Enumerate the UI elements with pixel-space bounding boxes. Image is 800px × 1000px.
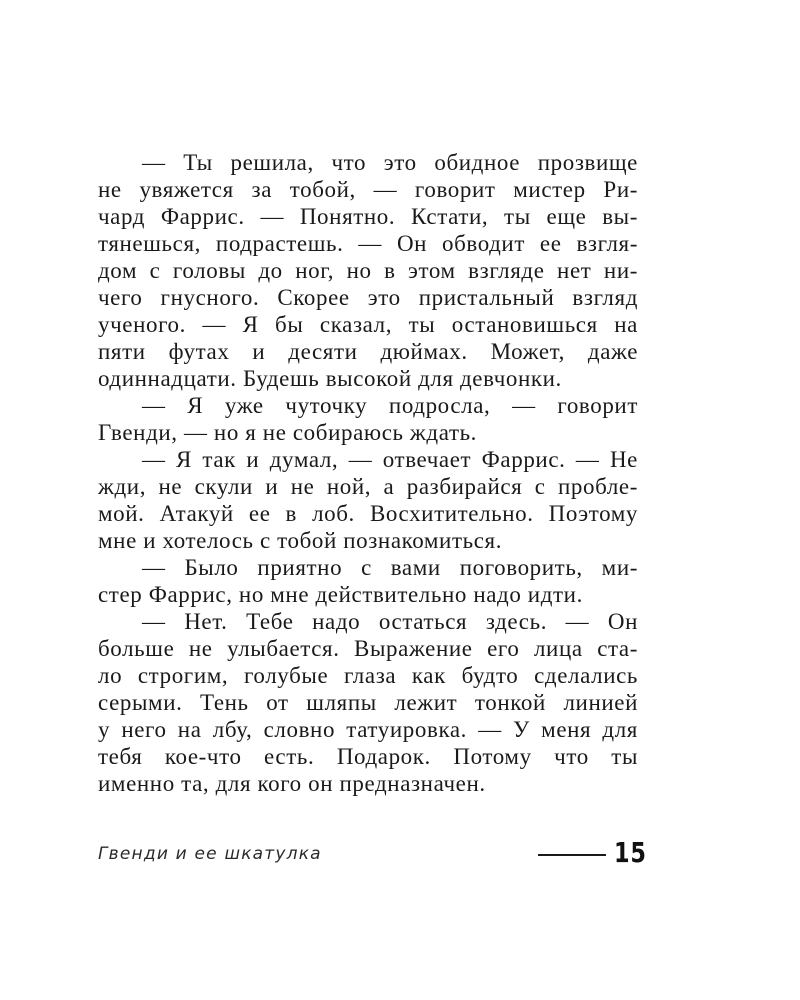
text-line: одиннадцати. Будешь высокой для девчонки. bbox=[98, 366, 562, 391]
text-line: — Я уже чуточку подросла, — говорит bbox=[142, 393, 638, 418]
text-line: у него на лбу, словно татуировка. — У меня для bbox=[98, 717, 638, 742]
text-line: жди, не скули и не ной, а разбирайся с пробле- bbox=[98, 474, 638, 499]
text-line: больше не улыбается. Выражение его лица ста- bbox=[98, 636, 638, 661]
text-line: — Ты решила, что это обидное прозвище bbox=[142, 150, 638, 175]
footer-rule bbox=[538, 854, 606, 856]
text-line: дом с головы до ног, но в этом взгляде нет ни- bbox=[98, 258, 638, 283]
running-footer-title: Гвенди и ее шкатулка bbox=[98, 844, 322, 864]
text-line: стер Фаррис, но мне действительно надо идти. bbox=[98, 582, 583, 607]
body-text bbox=[98, 149, 638, 797]
text-line: мой. Атакуй ее в лоб. Восхитительно. Поэтому bbox=[98, 501, 638, 526]
text-line: мне и хотелось с тобой познакомиться. bbox=[98, 528, 503, 553]
text-line: ученого. — Я бы сказал, ты остановишься на bbox=[98, 312, 638, 337]
text-line: чего гнусного. Скорее это пристальный взгляд bbox=[98, 285, 638, 310]
text-line: Гвенди, — но я не собираюсь ждать. bbox=[98, 420, 478, 445]
text-line: не увяжется за тобой, — говорит мистер Ри- bbox=[98, 177, 638, 202]
page-number: 15 bbox=[614, 836, 647, 869]
text-line: ло строгим, голубые глаза как будто сделались bbox=[98, 663, 638, 688]
text-line: именно та, для кого он предназначен. bbox=[98, 771, 486, 796]
text-line: чард Фаррис. — Понятно. Кстати, ты еще вы- bbox=[98, 204, 638, 229]
text-line: тебя кое-что есть. Подарок. Потому что ты bbox=[98, 744, 638, 769]
text-line: — Было приятно с вами поговорить, ми- bbox=[142, 555, 638, 580]
text-line: — Нет. Тебе надо остаться здесь. — Он bbox=[142, 609, 638, 634]
text-line: серыми. Тень от шляпы лежит тонкой линией bbox=[98, 690, 638, 715]
text-line: — Я так и думал, — отвечает Фаррис. — Не bbox=[142, 447, 638, 472]
text-line: пяти футах и десяти дюймах. Может, даже bbox=[98, 339, 638, 364]
text-line: тянешься, подрастешь. — Он обводит ее взгля- bbox=[98, 231, 638, 256]
